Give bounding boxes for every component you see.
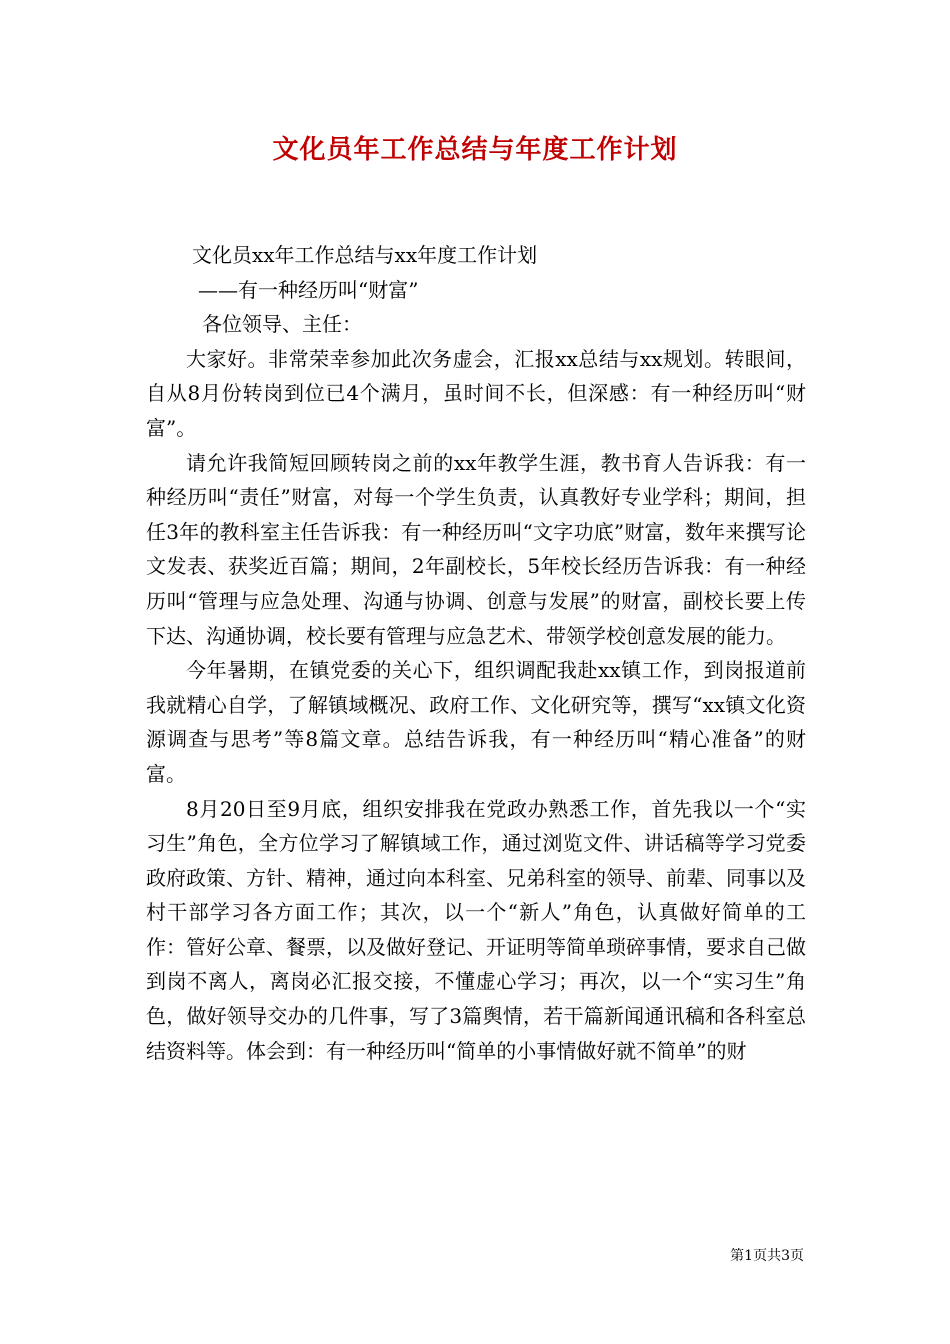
paragraph-teaching-career: 请允许我简短回顾转岗之前的xx年教学生涯，教书育人告诉我：有一种经历叫“责任”财富，对每一个学生负责，认真教好专业学科；期间，担任3年的教科室主任告诉我：有一种经历叫“文字功底”财富，数年来撰写论文发表、获奖近百篇；期间，2年副校长，5年校长经历告诉我：有一种经历叫“管理与应急处理、沟通与协调、创意与发展”的财富，副校长要上传下达、沟通协调，校长要有管理与应急艺术、带领学校创意发展的能力。 [146, 450, 806, 648]
paragraph-party-office-work: 8月20日至9月底，组织安排我在党政办熟悉工作，首先我以一个“实习生”角色，全方位学习了解镇域工作，通过浏览文件、讲话稿等学习党委政府政策、方针、精神，通过向本科室、兄弟科室的领导、前辈、同事以及村干部学习各方面工作；其次，以一个“新人”角色，认真做好简单的工作：管好公章、餐票，以及做好登记、开证明等简单琐碎事情，要求自己做到岗不离人，离岗必汇报交接，不懂虚心学习；再次，以一个“实习生”角色，做好领导交办的几件事，写了3篇舆情，若干篇新闻通讯稿和各科室总结资料等。体会到：有一种经历叫“简单的小事情做好就不简单”的财 [146, 796, 806, 1063]
paragraph-summer-preparation: 今年暑期，在镇党委的关心下，组织调配我赴xx镇工作，到岗报道前我就精心自学，了解镇域概况、政府工作、文化研究等，撰写“xx镇文化资源调查与思考”等8篇文章。总结告诉我，有一种经历叫“精心准备”的财富。 [146, 658, 806, 786]
document-subtitle: 文化员xx年工作总结与xx年度工作计划 [192, 243, 538, 267]
paragraph-greeting: 大家好。非常荣幸参加此次务虚会，汇报xx总结与xx规划。转眼间，自从8月份转岗到位已4个满月，虽时间不长，但深感：有一种经历叫“财富”。 [146, 346, 806, 440]
salutation: 各位领导、主任： [202, 312, 362, 337]
document-title: 文化员年工作总结与年度工作计划 [272, 135, 678, 165]
document-tagline: ——有一种经历叫“财富” [198, 277, 419, 302]
page-number: 第1页共3页 [730, 1248, 804, 1264]
document-body [146, 238, 806, 1068]
